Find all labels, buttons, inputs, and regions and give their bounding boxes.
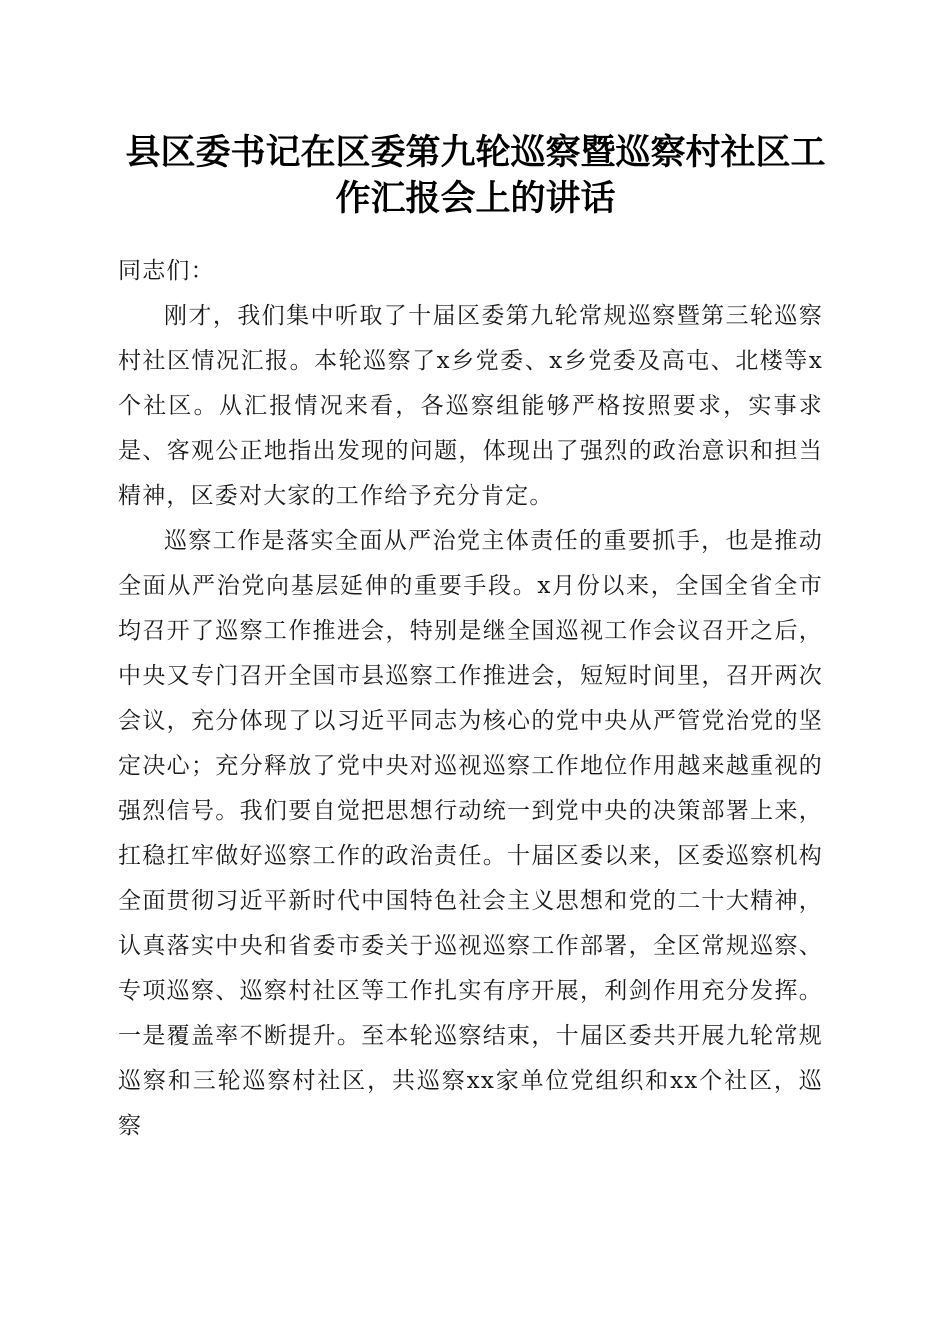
salutation: 同志们： xyxy=(118,258,215,284)
paragraph: 巡察工作是落实全面从严治党主体责任的重要抓手，也是推动全面从严治党向基层延伸的重要手段。x月份以来，全国全省全市均召开了巡察工作推进会，特别是继全国巡视工作会议召开之后，中央又专门召开全国市县巡察工作推进会，短短时间里，召开两次会议，充分体现了以习近平同志为核心的党中央从严管党治党的坚定决心；充分释放了党中央对巡视巡察工作地位作用越来越重视的强烈信号。我们要自觉把思想行动统一到党中央的决策部署上来，扛稳扛牢做好巡察工作的政治责任。十届区委以来，区委巡察机构全面贯彻习近平新时代中国特色社会主义思想和党的二十大精神，认真落实中央和省委市委关于巡视巡察工作部署，全区常规巡察、专项巡察、巡察村社区等工作扎实有序开展，利剑作用充分发挥。一是覆盖率不断提升。至本轮巡察结束，十届区委共开展九轮常规巡察和三轮巡察村社区，共巡察xx家单位党组织和xx个社区，巡察 xyxy=(118,528,823,1139)
document-body xyxy=(118,249,823,1149)
paragraph: 刚才，我们集中听取了十届区委第九轮常规巡察暨第三轮巡察村社区情况汇报。本轮巡察了x乡党委、x乡党委及高屯、北楼等x个社区。从汇报情况来看，各巡察组能够严格按照要求，实事求是、客观公正地指出发现的问题，体现出了强烈的政治意识和担当精神，区委对大家的工作给予充分肯定。 xyxy=(118,303,823,509)
document-title: 县区委书记在区委第九轮巡察暨巡察村社区工作汇报会上的讲话 xyxy=(125,132,826,219)
